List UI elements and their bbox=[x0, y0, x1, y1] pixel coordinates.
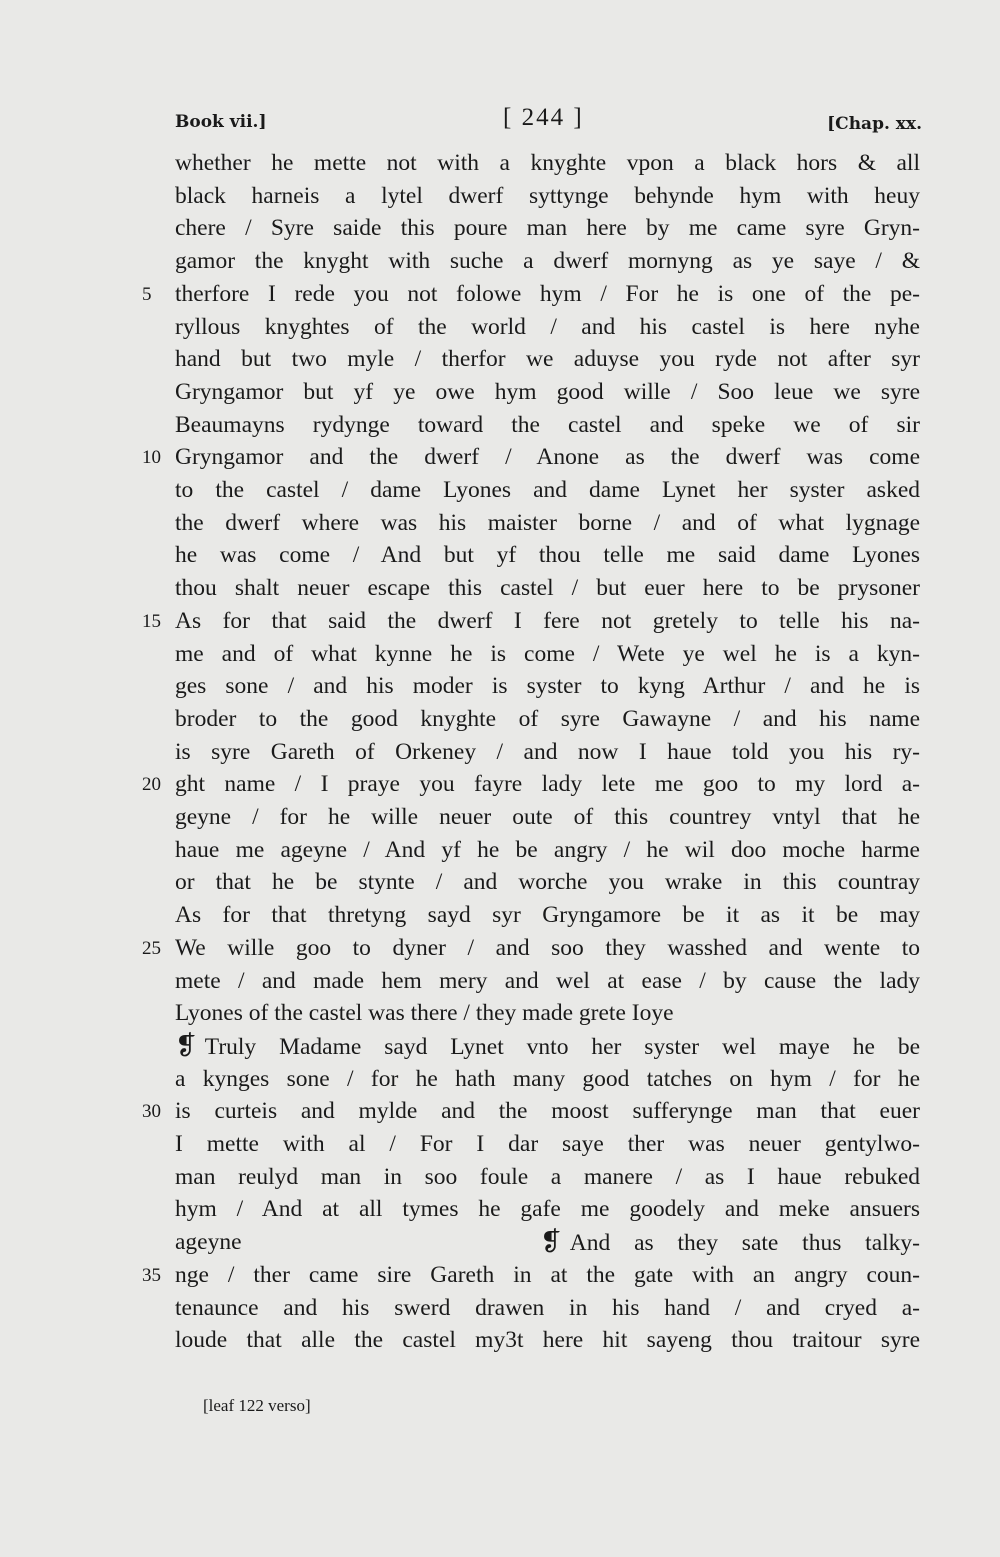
text-line: Gryngamor but yf ye owe hym good wille / Soo leue we syre bbox=[175, 379, 920, 405]
running-header bbox=[0, 104, 1000, 140]
text-line: black harneis a lytel dwerf syttynge behynde hym with heuy bbox=[175, 183, 920, 209]
text-line: ght name / I praye you fayre lady lete me goo to my lord a- bbox=[175, 771, 920, 797]
line-number: 35 bbox=[142, 1265, 161, 1286]
text-line: Lyones of the castel was there / they made grete Ioye bbox=[175, 1000, 674, 1026]
text-line: haue me ageyne / And yf he be angry / he wil doo moche harme bbox=[175, 837, 920, 863]
text-line: As for that said the dwerf I fere not gretely to telle his na- bbox=[175, 608, 920, 634]
text-line-split: ❡ And as they sate thus talky- bbox=[540, 1227, 920, 1257]
text-line: hym / And at all tymes he gafe me goodely and meke ansuers bbox=[175, 1196, 920, 1222]
text-line: loude that alle the castel my3t here hit sayeng thou traitour syre bbox=[175, 1327, 920, 1353]
text-line: gamor the knyght with suche a dwerf mornyng as ye saye / & bbox=[175, 248, 920, 274]
text-line: ageyne bbox=[175, 1229, 242, 1255]
text-line: to the castel / dame Lyones and dame Lynet her syster asked bbox=[175, 477, 920, 503]
text-line: thou shalt neuer escape this castel / but euer here to be prysoner bbox=[175, 575, 920, 601]
text-line: ❡ Truly Madame sayd Lynet vnto her syster wel maye he be bbox=[175, 1031, 920, 1061]
pilcrow-mark: ❡ bbox=[175, 1031, 197, 1061]
text-line: Gryngamor and the dwerf / Anone as the dwerf was come bbox=[175, 444, 920, 470]
text-line: mete / and made hem mery and wel at ease / by cause the lady bbox=[175, 968, 920, 994]
text-line: broder to the good knyghte of syre Gawayne / and his name bbox=[175, 706, 920, 732]
line-number: 25 bbox=[142, 938, 161, 959]
text-line: chere / Syre saide this poure man here by me came syre Gryn- bbox=[175, 215, 920, 241]
text-line: nge / ther came sire Gareth in at the gate with an angry coun- bbox=[175, 1262, 920, 1288]
line-number: 10 bbox=[142, 447, 161, 468]
line-number: 20 bbox=[142, 774, 161, 795]
text-line: ryllous knyghtes of the world / and his castel is here nyhe bbox=[175, 314, 920, 340]
text-line: the dwerf where was his maister borne / and of what lygnage bbox=[175, 510, 920, 536]
text-line: I mette with al / For I dar saye ther was neuer gentylwo- bbox=[175, 1131, 920, 1157]
text-line: As for that thretyng sayd syr Gryngamore be it as it be may bbox=[175, 902, 920, 928]
text-line: ges sone / and his moder is syster to kyng Arthur / and he is bbox=[175, 673, 920, 699]
leaf-note: [leaf 122 verso] bbox=[203, 1396, 311, 1415]
text-line: hand but two myle / therfor we aduyse you ryde not after syr bbox=[175, 346, 920, 372]
text-line: therfore I rede you not folowe hym / For he is one of the pe- bbox=[175, 281, 920, 307]
text-line: Beaumayns rydynge toward the castel and speke we of sir bbox=[175, 412, 920, 438]
text-line: he was come / And but yf thou telle me said dame Lyones bbox=[175, 542, 920, 568]
book-label: Book vii.] bbox=[175, 112, 267, 132]
text-line: a kynges sone / for he hath many good tatches on hym / for he bbox=[175, 1066, 920, 1092]
text-line: or that he be stynte / and worche you wrake in this countray bbox=[175, 869, 920, 895]
chapter-label: [Chap. xx. bbox=[827, 114, 922, 134]
line-number: 5 bbox=[142, 284, 152, 305]
text-line: is syre Gareth of Orkeney / and now I haue told you his ry- bbox=[175, 739, 920, 765]
pilcrow-mark: ❡ bbox=[540, 1227, 562, 1257]
text-line: man reulyd man in soo foule a manere / as I haue rebuked bbox=[175, 1164, 920, 1190]
page-number: [ 244 ] bbox=[503, 104, 584, 131]
text-line: tenaunce and his swerd drawen in his hand / and cryed a- bbox=[175, 1295, 920, 1321]
text-line: We wille goo to dyner / and soo they wasshed and wente to bbox=[175, 935, 920, 961]
line-number: 30 bbox=[142, 1101, 161, 1122]
text-line: geyne / for he wille neuer oute of this countrey vntyl that he bbox=[175, 804, 920, 830]
text-line: me and of what kynne he is come / Wete ye wel he is a kyn- bbox=[175, 641, 920, 667]
line-number: 15 bbox=[142, 611, 161, 632]
text-line: whether he mette not with a knyghte vpon a black hors & all bbox=[175, 150, 920, 176]
text-line: is curteis and mylde and the moost sufferynge man that euer bbox=[175, 1098, 920, 1124]
